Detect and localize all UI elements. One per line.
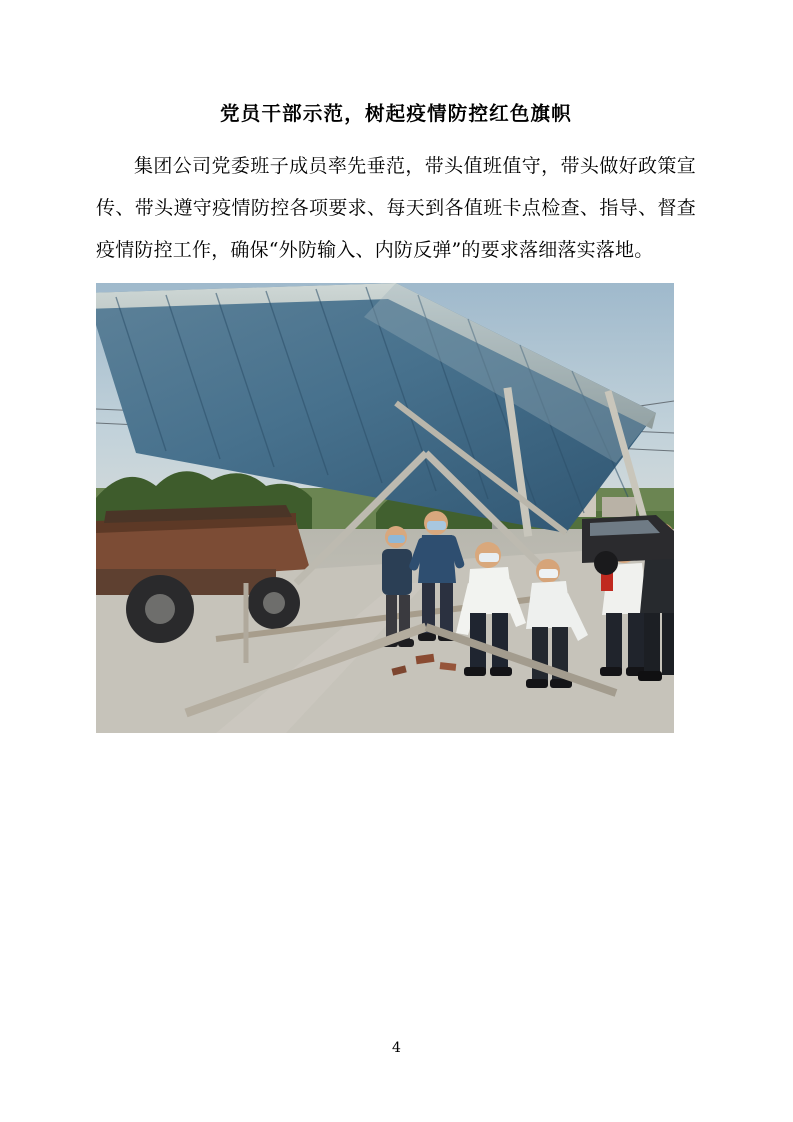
page-number: 4 — [392, 1040, 401, 1056]
page-content — [96, 100, 696, 733]
body-paragraph: 集团公司党委班子成员率先垂范，带头值班值守，带头做好政策宣传、带头遵守疫情防控各项要求、每天到各值班卡点检查、指导、督查疫情防控工作，确保“外防输入、内防反弹”的要求落细落实落地。 — [96, 155, 696, 262]
photo-illustration — [96, 283, 674, 733]
photo-figure — [96, 283, 674, 733]
page-title: 党员干部示范，树起疫情防控红色旗帜 — [220, 102, 572, 125]
